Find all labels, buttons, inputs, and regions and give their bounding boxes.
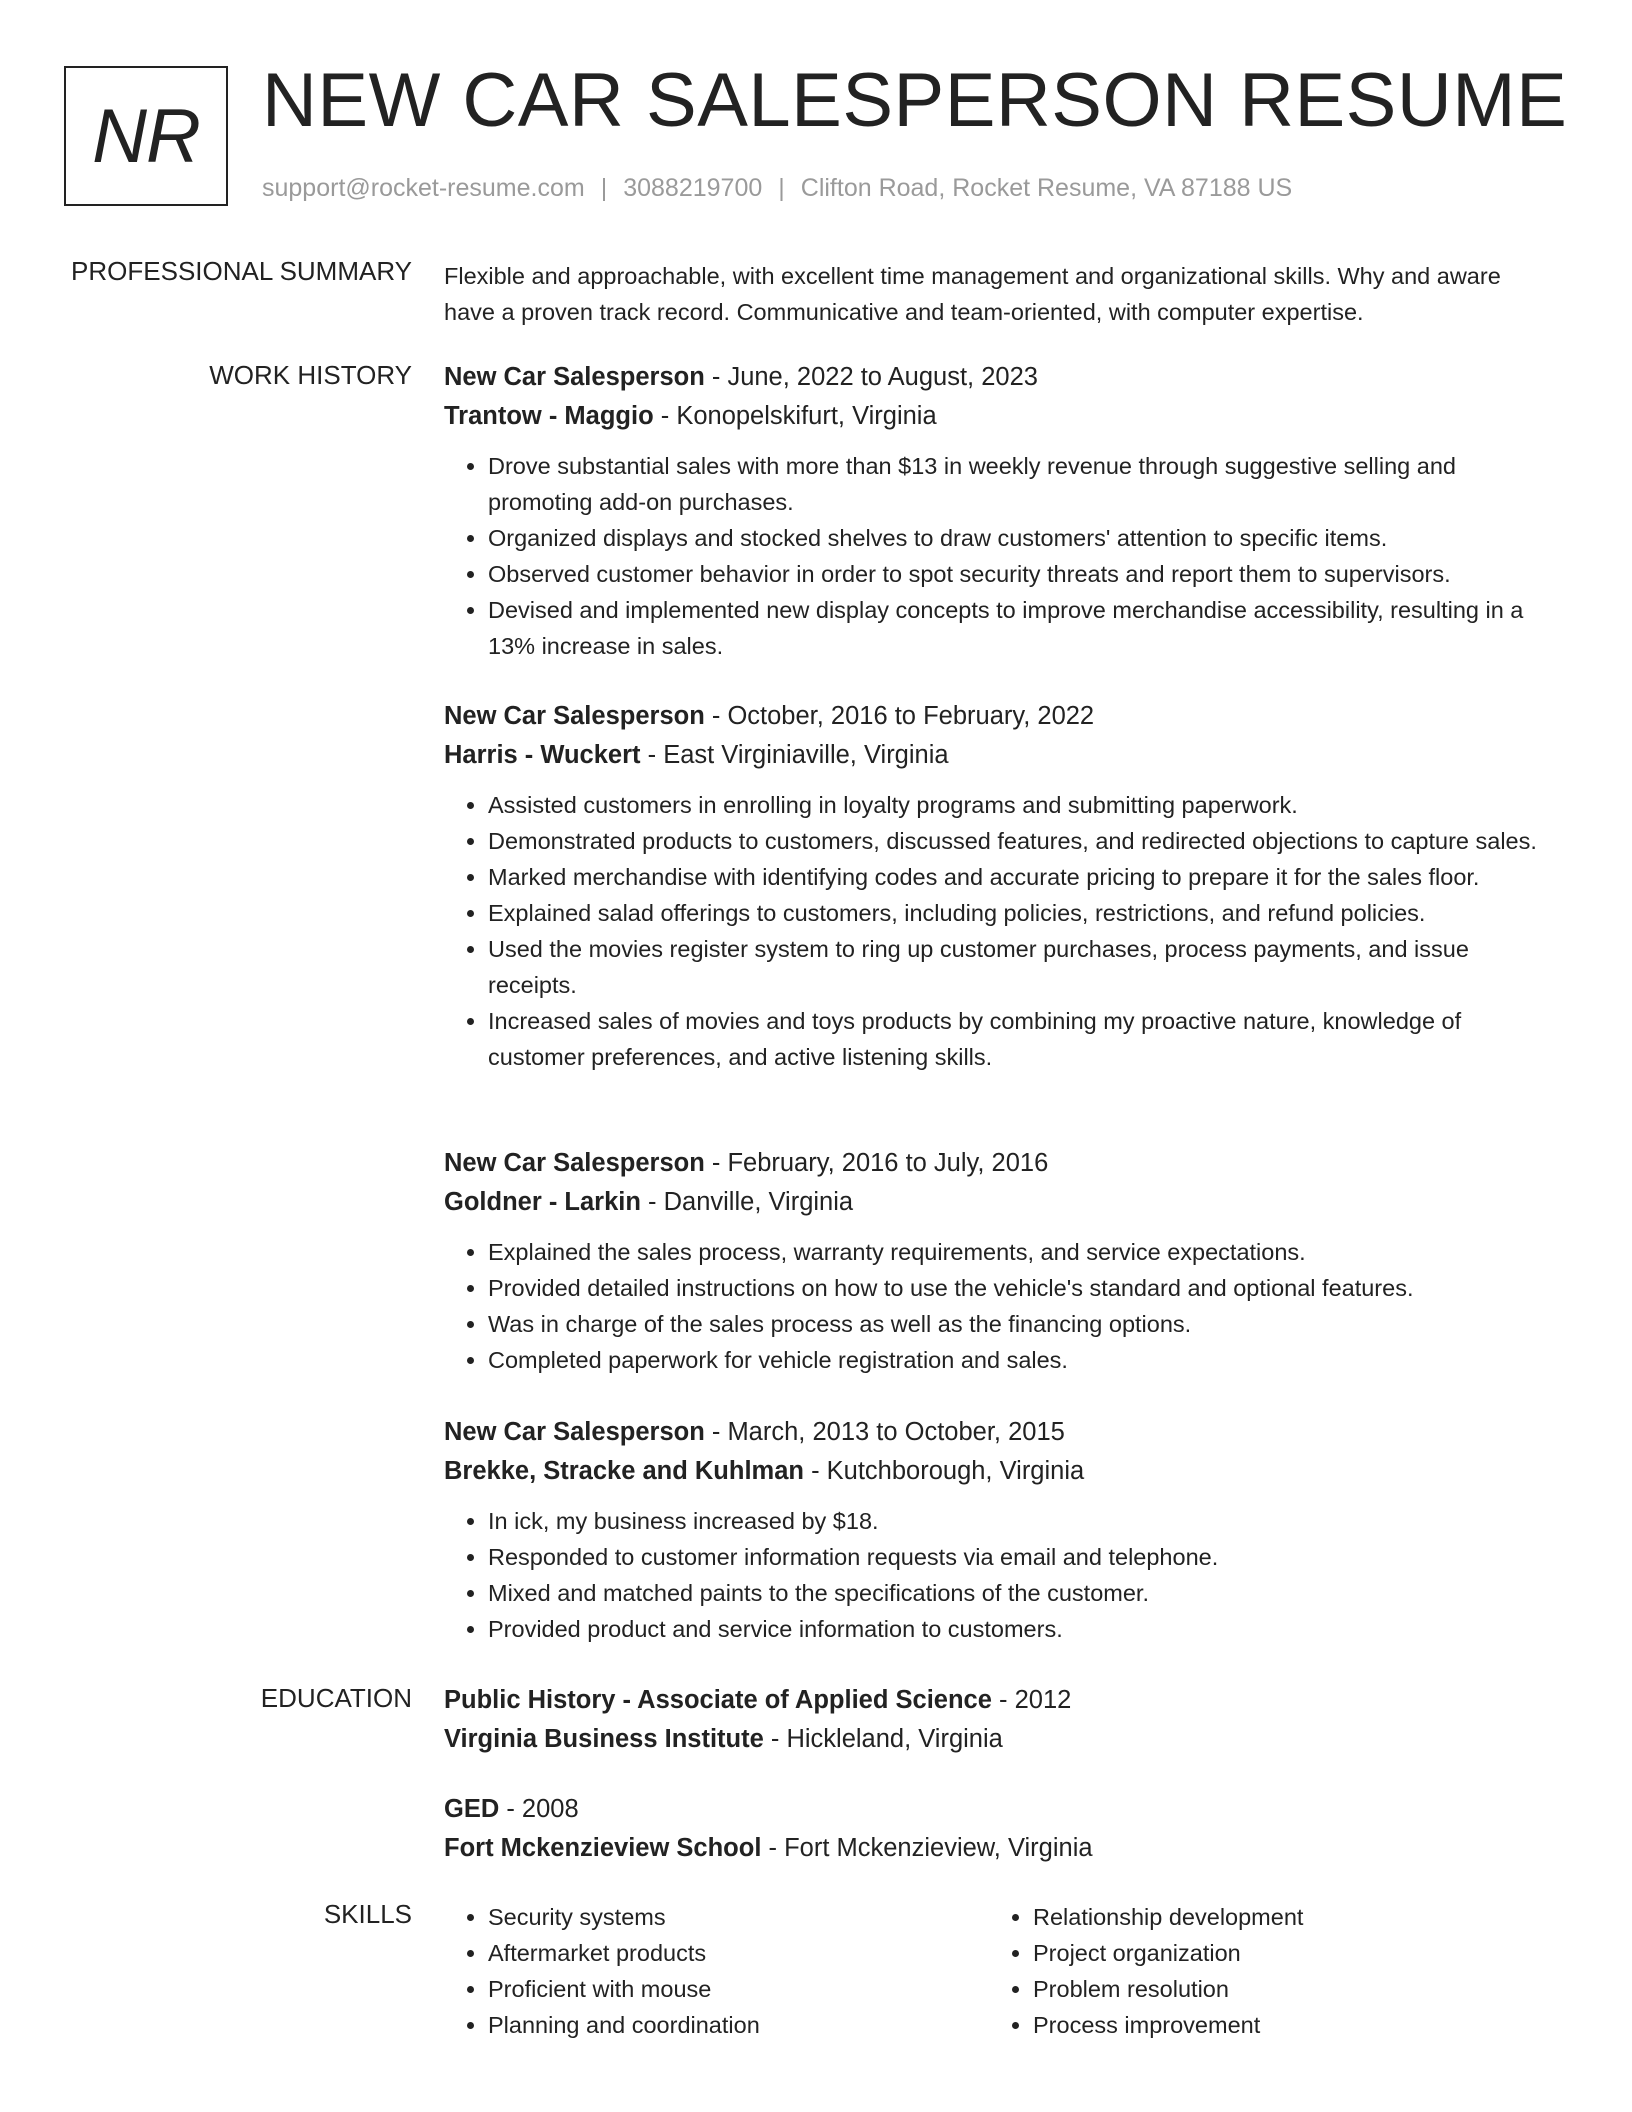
education-school: Fort Mckenzieview School [444, 1834, 762, 1862]
education-entry [444, 1790, 1556, 1868]
contact-email: support@rocket-resume.com [262, 174, 585, 202]
job-bullet: • In ick, my business increased by $18. [488, 1503, 1556, 1539]
contact-phone: 3088219700 [623, 174, 763, 202]
job-location: - Konopelskifurt, Virginia [653, 402, 937, 430]
job-bullet: • Provided detailed instructions on how to use the vehicle's standard and optional features. [488, 1270, 1556, 1306]
job-bullets [444, 1503, 1556, 1647]
education-entry [444, 1681, 1556, 1759]
education-location: - Hickleland, Virginia [763, 1725, 1003, 1753]
job-entry [444, 1413, 1556, 1647]
skill-item: • Process improvement [1033, 2007, 1509, 2043]
job-bullet: • Provided product and service information to customers. [488, 1611, 1556, 1647]
job-company: Goldner - Larkin [444, 1188, 641, 1216]
job-dates: - October, 2016 to February, 2022 [704, 702, 1095, 730]
job-bullet: • Drove substantial sales with more than $13 in weekly revenue through suggestive selling and promoting add-on purchases. [488, 448, 1556, 520]
job-entry [444, 1144, 1556, 1378]
contact-separator: | [600, 174, 608, 202]
education-year: - 2008 [499, 1795, 579, 1823]
contact-line [262, 174, 1292, 203]
job-title: New Car Salesperson [444, 1418, 705, 1446]
summary-text: Flexible and approachable, with excellent time management and organizational skills. Why and aware have a proven track record. Communicative and team-oriented, with computer expertise. [444, 263, 1501, 325]
education-school-line [444, 1829, 1556, 1868]
skill-item: • Relationship development [1033, 1899, 1509, 1935]
job-bullets [444, 787, 1556, 1075]
skills-list [989, 1899, 1509, 2043]
job-company-line [444, 1183, 1556, 1222]
job-dates: - March, 2013 to October, 2015 [704, 1418, 1065, 1446]
skills-column-right [989, 1899, 1509, 2043]
resume-title: NEW CAR SALESPERSON RESUME [262, 58, 1568, 143]
section-label-education: EDUCATION [260, 1683, 412, 1713]
section-label-skills: SKILLS [323, 1899, 412, 1929]
education-school-line [444, 1720, 1556, 1759]
education-location: - Fort Mckenzieview, Virginia [761, 1834, 1093, 1862]
job-bullets [444, 448, 1556, 664]
contact-separator: | [778, 174, 785, 202]
job-company-line [444, 1452, 1556, 1491]
section-label-summary: PROFESSIONAL SUMMARY [71, 256, 412, 286]
education-school: Virginia Business Institute [444, 1725, 764, 1753]
job-bullet: • Devised and implemented new display concepts to improve merchandise accessibility, resulting in a 13% increase in sales. [488, 592, 1556, 664]
skill-item: • Proficient with mouse [488, 1971, 964, 2007]
section-label-work-history: WORK HISTORY [209, 360, 412, 390]
job-bullets [444, 1234, 1556, 1378]
job-company: Harris - Wuckert [444, 741, 641, 769]
job-location: - Kutchborough, Virginia [803, 1457, 1085, 1485]
job-bullet: • Used the movies register system to ring up customer purchases, process payments, and issue receipts. [488, 931, 1556, 1003]
education-degree: Public History - Associate of Applied Science [444, 1686, 992, 1714]
skill-item: • Problem resolution [1033, 1971, 1509, 2007]
education-year: - 2012 [991, 1686, 1072, 1714]
job-bullet: • Assisted customers in enrolling in loyalty programs and submitting paperwork. [488, 787, 1556, 823]
job-bullet: • Was in charge of the sales process as well as the financing options. [488, 1306, 1556, 1342]
job-title-line [444, 1144, 1556, 1183]
job-bullet: • Explained the sales process, warranty requirements, and service expectations. [488, 1234, 1556, 1270]
job-entry [444, 697, 1556, 1075]
job-company: Brekke, Stracke and Kuhlman [444, 1457, 804, 1485]
job-bullet: • Increased sales of movies and toys products by combining my proactive nature, knowledge of customer preferences, and active listening skills. [488, 1003, 1556, 1075]
job-bullet: • Completed paperwork for vehicle registration and sales. [488, 1342, 1556, 1378]
education-degree-line [444, 1790, 1556, 1829]
job-company-line [444, 736, 1556, 775]
skill-item: • Project organization [1033, 1935, 1509, 1971]
job-title: New Car Salesperson [444, 363, 705, 391]
job-company: Trantow - Maggio [444, 402, 654, 430]
skill-item: • Planning and coordination [488, 2007, 964, 2043]
job-bullet: • Marked merchandise with identifying codes and accurate pricing to prepare it for the sales floor. [488, 859, 1556, 895]
education-degree-line [444, 1681, 1556, 1720]
job-dates: - June, 2022 to August, 2023 [704, 363, 1038, 391]
job-dates: - February, 2016 to July, 2016 [704, 1149, 1049, 1177]
job-bullet: • Responded to customer information requests via email and telephone. [488, 1539, 1556, 1575]
skill-item: • Aftermarket products [488, 1935, 964, 1971]
initials-monogram: NR [64, 66, 228, 206]
contact-address: Clifton Road, Rocket Resume, VA 87188 US [800, 174, 1293, 202]
job-title-line [444, 697, 1556, 736]
education-degree: GED [444, 1795, 500, 1823]
skills-list [444, 1899, 964, 2043]
job-bullet: • Organized displays and stocked shelves to draw customers' attention to specific items. [488, 520, 1556, 556]
job-location: - East Virginiaville, Virginia [640, 741, 949, 769]
job-bullet: • Mixed and matched paints to the specifications of the customer. [488, 1575, 1556, 1611]
job-title-line [444, 358, 1556, 397]
job-entry [444, 358, 1556, 664]
job-title-line [444, 1413, 1556, 1452]
job-title: New Car Salesperson [444, 1149, 705, 1177]
job-company-line [444, 397, 1556, 436]
skill-item: • Security systems [488, 1899, 964, 1935]
job-location: - Danville, Virginia [640, 1188, 854, 1216]
skills-column-left [444, 1899, 964, 2043]
job-bullet: • Explained salad offerings to customers, including policies, restrictions, and refund policies. [488, 895, 1556, 931]
job-bullet: • Observed customer behavior in order to spot security threats and report them to supervisors. [488, 556, 1556, 592]
job-bullet: • Demonstrated products to customers, discussed features, and redirected objections to capture sales. [488, 823, 1556, 859]
job-title: New Car Salesperson [444, 702, 705, 730]
